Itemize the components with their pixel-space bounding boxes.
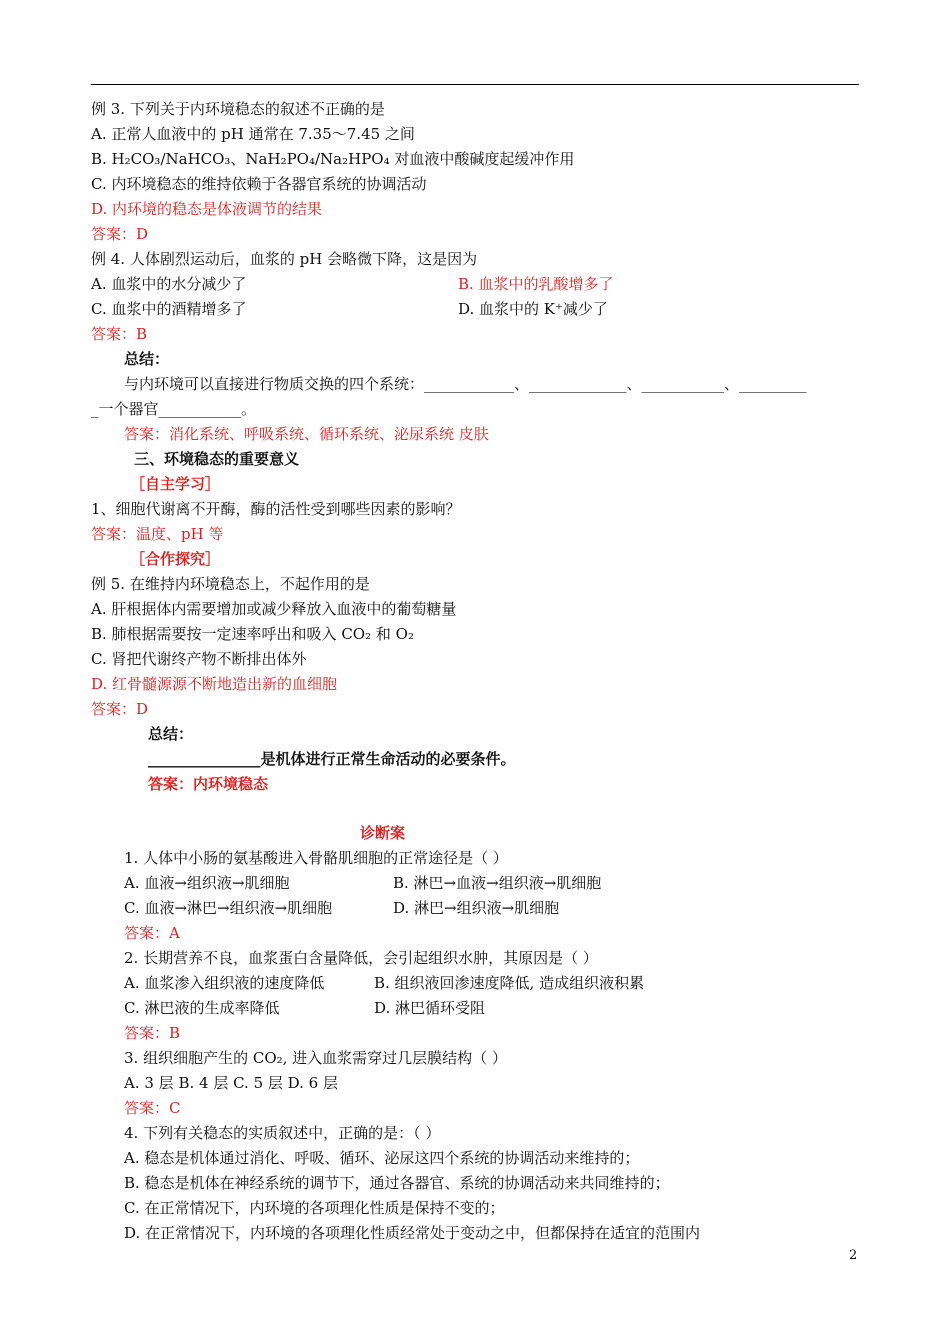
diagnosis-title: 诊断案 bbox=[360, 824, 406, 842]
diag-q4-option-d: D. 在正常情况下，内环境的各项理化性质经常处于变动之中，但都保持在适宜的范围内 bbox=[124, 1224, 701, 1242]
ex4-option-c: C. 血浆中的酒精增多了 bbox=[91, 300, 247, 318]
ex3-option-d: D. 内环境的稳态是体液调节的结果 bbox=[91, 200, 323, 218]
summary2-answer: 答案：内环境稳态 bbox=[148, 775, 269, 793]
section3-title: 三、环境稳态的重要意义 bbox=[134, 450, 300, 468]
ex4-option-d: D. 血浆中的 K⁺减少了 bbox=[458, 300, 608, 318]
diag-q1-answer: 答案：A bbox=[124, 924, 180, 942]
diag-q2: 2. 长期营养不良，血浆蛋白含量降低，会引起组织水肿，其原因是（ ） bbox=[124, 949, 598, 967]
ex4-question: 例 4. 人体剧烈运动后，血浆的 pH 会略微下降，这是因为 bbox=[91, 250, 478, 268]
diag-q1-option-a: A. 血液→组织液→肌细胞 bbox=[124, 874, 290, 892]
ex5-option-d: D. 红骨髓源源不断地造出新的血细胞 bbox=[91, 675, 338, 693]
summary1-title: 总结： bbox=[124, 350, 170, 368]
diag-q4: 4. 下列有关稳态的实质叙述中，正确的是：（ ） bbox=[124, 1124, 441, 1142]
diag-q1: 1. 人体中小肠的氨基酸进入骨骼肌细胞的正常途径是（ ） bbox=[124, 849, 508, 867]
diag-q4-option-b: B. 稳态是机体在神经系统的调节下，通过各器官、系统的协调活动来共同维持的； bbox=[124, 1174, 670, 1192]
page-number: 2 bbox=[849, 1248, 858, 1263]
header-rule bbox=[91, 84, 859, 85]
diag-q3: 3. 组织细胞产生的 CO₂, 进入血浆需穿过几层膜结构（ ） bbox=[124, 1049, 507, 1067]
coop-heading: ［合作探究］ bbox=[130, 550, 221, 568]
diag-q1-option-d: D. 淋巴→组织液→肌细胞 bbox=[393, 899, 560, 917]
ex5-option-a: A. 肝根据体内需要增加或减少释放入血液中的葡萄糖量 bbox=[91, 600, 457, 618]
ex4-answer: 答案：B bbox=[91, 325, 148, 343]
diag-q2-option-b: B. 组织液回渗速度降低, 造成组织液积累 bbox=[374, 974, 645, 992]
summary1-line1: 与内环境可以直接进行物质交换的四个系统：____________、_____________、___________、_________ bbox=[124, 375, 807, 393]
ex3-option-b: B. H₂CO₃/NaHCO₃、NaH₂PO₄/Na₂HPO₄ 对血液中酸碱度起缓冲作用 bbox=[91, 150, 575, 168]
ex4-option-b: B. 血浆中的乳酸增多了 bbox=[458, 275, 614, 293]
diag-q2-option-d: D. 淋巴循环受阻 bbox=[374, 999, 486, 1017]
ex3-question: 例 3. 下列关于内环境稳态的叙述不正确的是 bbox=[91, 100, 385, 118]
diag-q3-answer: 答案：C bbox=[124, 1099, 181, 1117]
ex3-option-c: C. 内环境稳态的维持依赖于各器官系统的协调活动 bbox=[91, 175, 427, 193]
ex5-answer: 答案：D bbox=[91, 700, 149, 718]
summary1-line2: _一个器官___________。 bbox=[91, 400, 257, 418]
self-study-answer: 答案：温度、pH 等 bbox=[91, 525, 224, 543]
summary2-title: 总结： bbox=[148, 725, 194, 743]
diag-q1-option-c: C. 血液→淋巴→组织液→肌细胞 bbox=[124, 899, 333, 917]
self-study-heading: ［自主学习］ bbox=[130, 475, 221, 493]
ex5-option-c: C. 肾把代谢终产物不断排出体外 bbox=[91, 650, 307, 668]
ex5-question: 例 5. 在维持内环境稳态上，不起作用的是 bbox=[91, 575, 370, 593]
ex3-answer: 答案：D bbox=[91, 225, 149, 243]
ex3-option-a: A. 正常人血液中的 pH 通常在 7.35～7.45 之间 bbox=[91, 125, 415, 143]
summary2-line: _______________是机体进行正常生命活动的必要条件。 bbox=[148, 750, 516, 768]
ex4-option-a: A. 血浆中的水分减少了 bbox=[91, 275, 247, 293]
diag-q2-answer: 答案：B bbox=[124, 1024, 181, 1042]
diag-q2-option-c: C. 淋巴液的生成率降低 bbox=[124, 999, 280, 1017]
diag-q3-options: A. 3 层 B. 4 层 C. 5 层 D. 6 层 bbox=[124, 1074, 338, 1092]
diag-q4-option-c: C. 在正常情况下，内环境的各项理化性质是保持不变的； bbox=[124, 1199, 505, 1217]
ex5-option-b: B. 肺根据需要按一定速率呼出和吸入 CO₂ 和 O₂ bbox=[91, 625, 414, 643]
summary1-answer: 答案：消化系统、呼吸系统、循环系统、泌尿系统 皮肤 bbox=[124, 425, 489, 443]
self-study-question: 1、细胞代谢离不开酶，酶的活性受到哪些因素的影响？ bbox=[91, 500, 461, 518]
diag-q1-option-b: B. 淋巴→血液→组织液→肌细胞 bbox=[393, 874, 602, 892]
diag-q4-option-a: A. 稳态是机体通过消化、呼吸、循环、泌尿这四个系统的协调活动来维持的； bbox=[124, 1149, 640, 1167]
diag-q2-option-a: A. 血浆渗入组织液的速度降低 bbox=[124, 974, 325, 992]
